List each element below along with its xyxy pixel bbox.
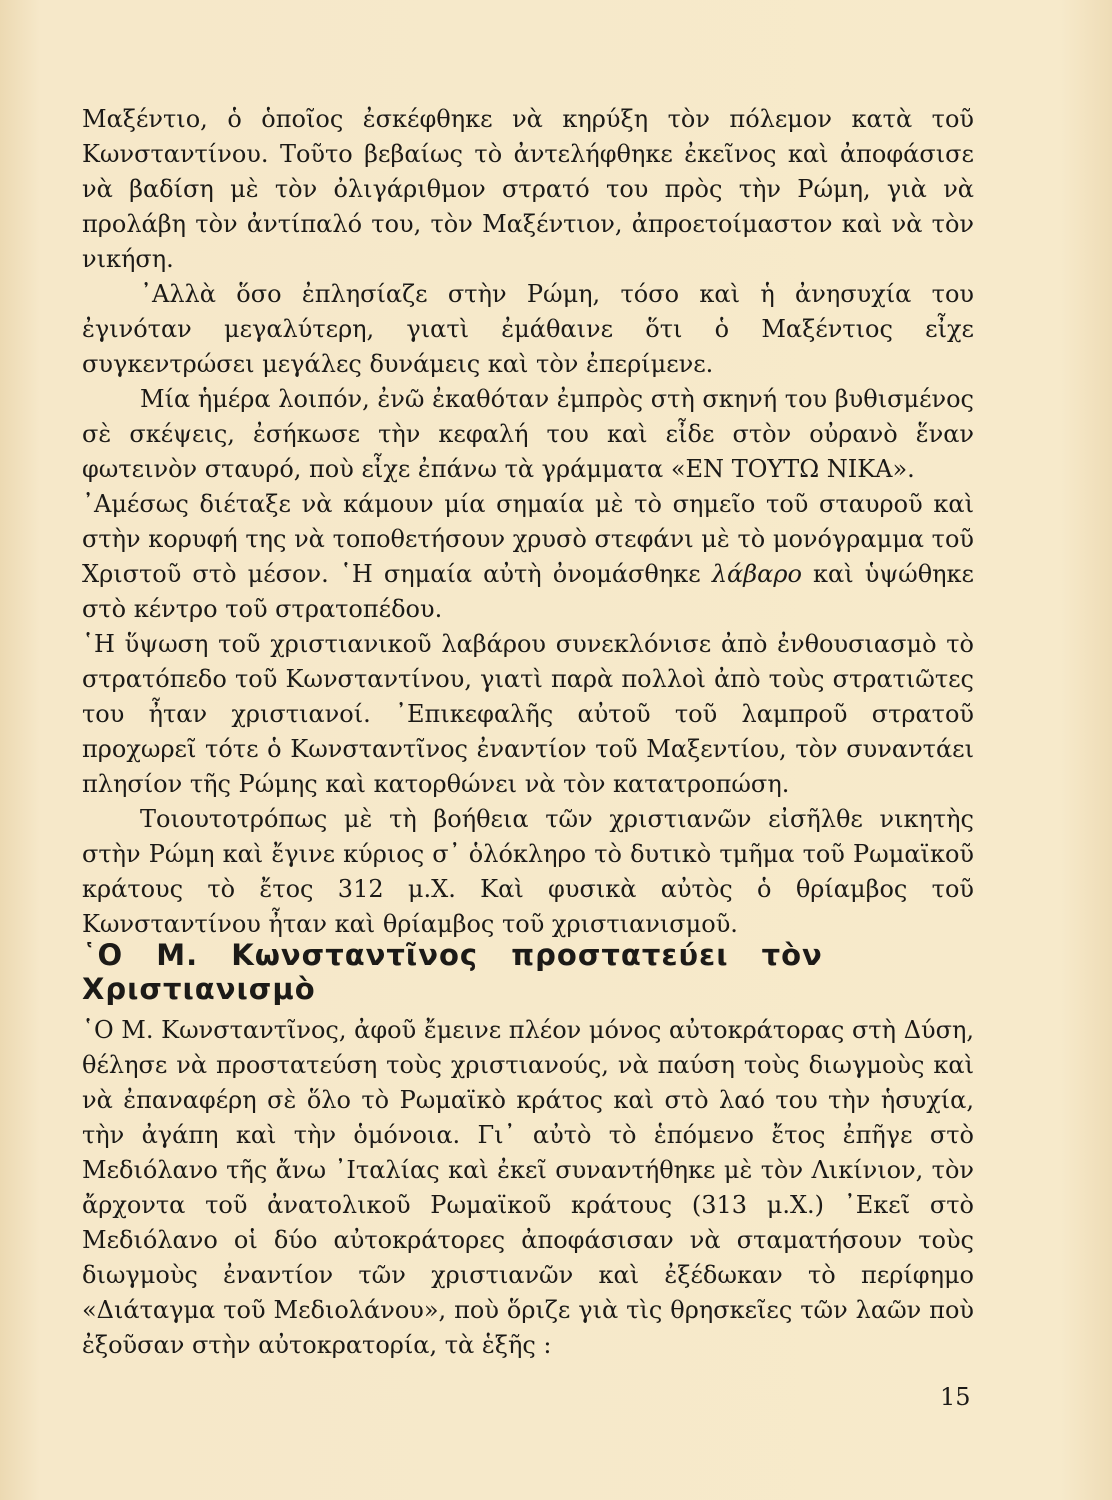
body-text-lower [82,1013,974,1363]
paragraph-2: ᾿Αλλὰ ὅσο ἐπλησίαζε στὴν Ρώμη, τόσο καὶ ἡ ἀνησυχία του ἐγινόταν μεγαλύτερη, γιατὶ ἐμάθαινε ὅτι ὁ Μαξέντιος εἶχε συγκεντρώσει μεγάλες δυνάμεις καὶ τὸν ἐπερίμενε. [82,280,974,378]
paragraph-4 [82,487,974,627]
paragraph-6: Τοιουτοτρόπως μὲ τὴ βοήθεια τῶν χριστιανῶν εἰσῆλθε νικητὴς στὴν Ρώμη καὶ ἔγινε κύριος σ᾿ ὁλόκληρο τὸ δυτικὸ τμῆμα τοῦ Ρωμαϊκοῦ κράτους τὸ ἔτος 312 μ.Χ. Καὶ φυσικὰ αὐτὸς ὁ θρίαμβος τοῦ Κωνσταντίνου ἦταν καὶ θρίαμβος τοῦ χριστιανισμοῦ. [82,805,974,938]
page-number: 15 [940,1383,971,1411]
labarum-term: λάβαρο [711,560,802,588]
paragraph-4-end: καὶ ὑψώθηκε στὸ κέντρο τοῦ στρατοπέδου. [82,560,974,623]
paragraph-7: ῾Ο Μ. Κωνσταντῖνος, ἀφοῦ ἔμεινε πλέον μόνος αὐτοκράτορας στὴ Δύση, θέλησε νὰ προστατεύση τοὺς χριστιανούς, νὰ παύση τοὺς διωγμοὺς καὶ νὰ ἐπαναφέρη σὲ ὅλο τὸ Ρωμαϊκὸ κράτος καὶ στὸ λαό του τὴν ἡσυχία, τὴν ἀγάπη καὶ τὴν ὁμόνοια. Γι᾿ αὐτὸ τὸ ἑπόμενο ἔτος ἐπῆγε στὸ Μεδιόλανο τῆς ἄνω ᾿Ιταλίας καὶ ἐκεῖ συναντήθηκε μὲ τὸν Λικίνιον, τὸν ἄρχοντα τοῦ ἀνατολικοῦ Ρωμαϊκοῦ κράτους (313 μ.Χ.) ᾿Εκεῖ στὸ Μεδιόλανο οἱ δύο αὐτοκράτορες ἀποφάσισαν νὰ σταματήσουν τοὺς διωγμοὺς ἐναντίον τῶν χριστιανῶν καὶ ἐξέδωκαν τὸ περίφημο «Διάταγμα τοῦ Μεδιολάνου», ποὺ ὅριζε γιὰ τὶς θρησκεῖες τῶν λαῶν ποὺ ἐξοῦσαν στὴν αὐτοκρατορία, τὰ ἑξῆς : [82,1016,974,1359]
paragraph-4-text: ᾿Αμέσως διέταξε νὰ κάμουν μία σημαία μὲ τὸ σημεῖο τοῦ σταυροῦ καὶ στὴν κορυφή της νὰ τοποθετήσουν χρυσὸ στεφάνι μὲ τὸ μονόγραμμα τοῦ Χριστοῦ στὸ μέσον. ῾Η σημαία αὐτὴ ὀνομάσθηκε [82,490,974,588]
paragraph-3: Μία ἡμέρα λοιπόν, ἐνῶ ἐκαθόταν ἐμπρὸς στὴ σκηνή του βυθισμένος σὲ σκέψεις, ἐσήκωσε τὴν κεφαλή του καὶ εἶδε στὸν οὐρανὸ ἕναν φωτεινὸν σταυρό, ποὺ εἶχε ἐπάνω τὰ γράμματα «ΕΝ ΤΟΥΤΩ ΝΙΚΑ». [82,385,974,483]
paragraph-5: ῾Η ὕψωση τοῦ χριστιανικοῦ λαβάρου συνεκλόνισε ἀπὸ ἐνθουσιασμὸ τὸ στρατόπεδο τοῦ Κωνσταντίνου, γιατὶ παρὰ πολλοὶ ἀπὸ τοὺς στρατιῶτες του ἦταν χριστιανοί. ᾿Επικεφαλῆς αὐτοῦ τοῦ λαμπροῦ στρατοῦ προχωρεῖ τότε ὁ Κωνσταντῖνος ἐναντίον τοῦ Μαξεντίου, τὸν συναντάει πλησίον τῆς Ρώμης καὶ κατορθώνει νὰ τὸν κατατροπώση. [82,630,974,798]
section-heading: ῾Ο Μ. Κωνσταντῖνος προστατεύει τὸν Χριστιανισμὸ [82,938,823,1006]
body-text-upper [82,102,974,942]
paragraph-1: Μαξέντιο, ὁ ὁποῖος ἐσκέφθηκε νὰ κηρύξη τὸν πόλεμον κατὰ τοῦ Κωνσταντίνου. Τοῦτο βεβαίως τὸ ἀντελήφθηκε ἐκεῖνος καὶ ἀποφάσισε νὰ βαδίση μὲ τὸν ὀλιγάριθμον στρατό του πρὸς τὴν Ρώμη, γιὰ νὰ προλάβη τὸν ἀντίπαλό του, τὸν Μαξέντιον, ἀπροετοίμαστον καὶ νὰ τὸν νικήση. [82,105,974,273]
